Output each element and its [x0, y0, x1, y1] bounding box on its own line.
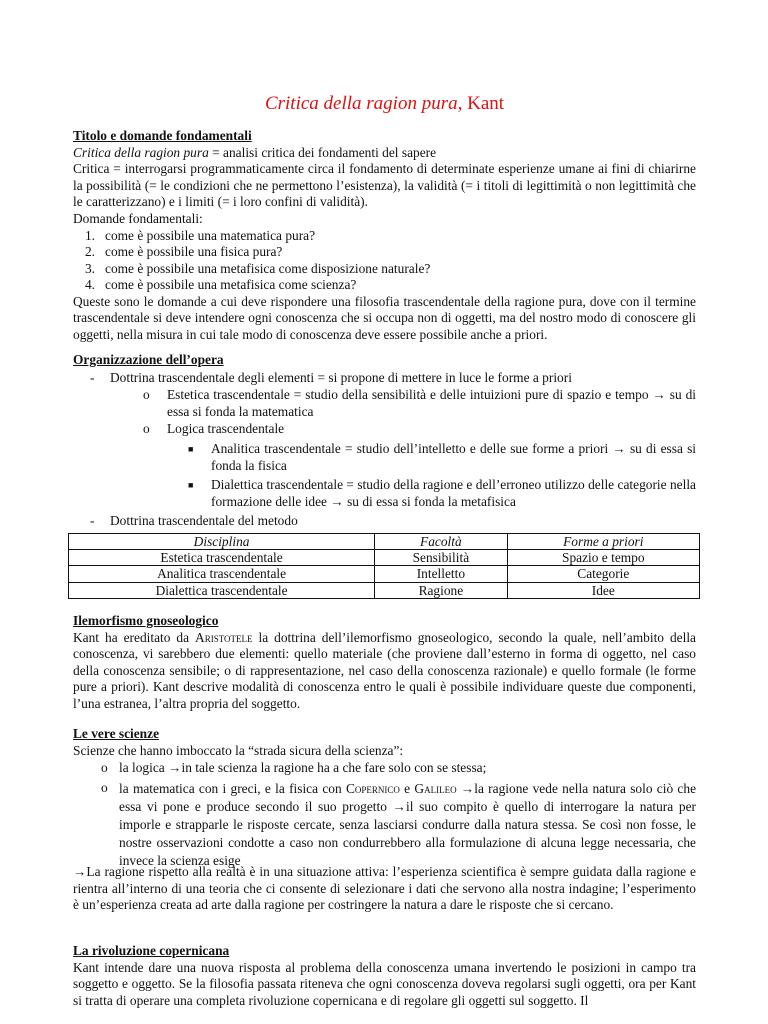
table-header: Facoltà — [375, 534, 507, 550]
title-author: , Kant — [457, 93, 505, 114]
section-intro: Scienze che hanno imboccato la “strada sicura della scienza”: — [73, 742, 404, 758]
square-bullet: ■ — [188, 444, 194, 454]
definition-line — [73, 145, 696, 162]
list-number: 4. — [84, 277, 95, 293]
paragraph: Kant ha ereditato da Aristotele la dottrina dell’ilemorfismo gnoseologico, secondo la quale, nell’ambito della conoscenza, vi sarebbero due elementi: quello materiale (che proviene dall’esterno in forma di oggetto, nel caso della conoscenza sensibile; o di rappresentazione, nel caso della conoscenza razionale) e quello formale (le forme pure a priori). Kant descrive modalità di conoscenza entro le quali è possibile individuare queste due componenti, l’una estranea, l’altra propria del soggetto. — [73, 629, 696, 711]
list-number: 1. — [84, 227, 95, 243]
section-heading: Organizzazione dell’opera — [73, 352, 224, 367]
table-row — [69, 566, 700, 582]
name-aristotele: Aristotele — [195, 629, 253, 645]
table-cell: Dialettica trascendentale — [69, 582, 375, 598]
square-bullet: ■ — [188, 480, 194, 490]
section-heading: Ilemorfismo gnoseologico — [73, 613, 219, 628]
table-header-row — [69, 534, 700, 550]
paragraph: →La ragione rispetto alla realtà è in una situazione attiva: l’esperienza scientifica è sempre guidata dalla ragione e rientra all’interno di una teoria che ci consente di selezionare i dati che servono alla nostra indagine; l’esperimento è un’esperienza creata ad arte dalla ragione per costringere la natura a dare le risposte che si cercano. — [73, 864, 696, 913]
list-item: o la matematica con i greci, e la fisica con Copernico e Galileo →la ragione vede nella natura solo ciò che essa vi pone e produce secondo il suo progetto →il suo compito è quello di interrogare la natura per imporle e strapparle le risposte cercate, senza lasciarsi condurre dalla natura stessa. Se così non fosse, le nostre osservazioni condotte a caso non condurrebbero alla formulazione di alcuna legge necessaria, che invece la scienza esige — [101, 780, 697, 868]
table-header: Forme a priori — [507, 534, 699, 550]
summary-table — [68, 533, 700, 599]
circle-bullet: o — [101, 780, 108, 795]
table-cell: Analitica trascendentale — [69, 566, 375, 582]
section-heading: Titolo e domande fondamentali — [73, 128, 252, 143]
list-item: o la logica →in tale scienza la ragione ha a che fare solo con se stessa; — [101, 760, 487, 775]
table-row — [69, 582, 700, 598]
section-rivoluzione — [73, 943, 696, 1009]
section-ilemorfismo — [73, 613, 696, 713]
questions-list — [73, 228, 696, 294]
list-number: 2. — [84, 244, 95, 260]
list-item: come è possibile una metafisica come scienza? — [105, 277, 357, 293]
name-copernico: Copernico — [345, 781, 400, 796]
list-item: ■ Dialettica trascendentale = studio della ragione e dell’erroneo utilizzo delle categorie nella formazione delle idee → su di essa si fonda la metafisica — [188, 477, 696, 509]
paragraph: Queste sono le domande a cui deve rispondere una filosofia trascendentale della ragione pura, dove con il termine trascendentale si deve intendere ogni conoscenza che si occupa non di oggetti, ma del nostro modo di conoscere gli oggetti, nella misura in cui tale modo di conoscenza deve essere possibile anche a priori. — [73, 293, 696, 342]
list-item: ■ Analitica trascendentale = studio dell’intelletto e delle sue forme a priori → su di essa si fonda la fisica — [188, 441, 696, 473]
table-cell: Categorie — [507, 566, 699, 582]
questions-intro: Domande fondamentali: — [73, 210, 203, 226]
definition-term: Critica della ragion pura — [73, 144, 209, 160]
title-work: Critica della ragion pura — [264, 93, 458, 114]
list-item: - Dottrina trascendentale degli elementi = si propone di mettere in luce le forme a priori — [90, 370, 572, 385]
section-heading: La rivoluzione copernicana — [73, 943, 230, 958]
table-cell: Intelletto — [375, 566, 507, 582]
circle-bullet: o — [143, 387, 150, 402]
dash-bullet: - — [90, 513, 95, 528]
section-organizzazione — [73, 352, 696, 369]
list-number: 3. — [84, 260, 95, 276]
table-cell: Ragione — [375, 582, 507, 598]
paragraph: Kant intende dare una nuova risposta al problema della conoscenza umana invertendo le posizioni in campo tra soggetto e oggetto. Se la filosofia passata riteneva che ogni conoscenza doveva regolarsi sugli oggetti, ora per Kant si tratta di operare una completa rivoluzione copernicana e di regolare gli oggetti sul soggetto. Il — [73, 959, 696, 1008]
table-cell: Spazio e tempo — [507, 550, 699, 566]
list-item: come è possibile una fisica pura? — [105, 244, 283, 260]
table-row — [69, 550, 700, 566]
section-vere-scienze — [73, 726, 696, 759]
circle-bullet: o — [143, 421, 150, 436]
list-item: o Logica trascendentale — [143, 421, 285, 436]
dash-bullet: - — [90, 370, 95, 385]
section-heading: Le vere scienze — [73, 726, 160, 741]
list-item: come è possibile una metafisica come disposizione naturale? — [105, 260, 431, 276]
paragraph: Critica = interrogarsi programmaticamente circa il fondamento di determinate esperienze umane ai fini di chiarirne la possibilità (= le condizioni che ne permettono l’esistenza), la validità (= i titoli di legittimità o non legittimità che le caratterizzano) e i limiti (= i loro confini di validità). — [73, 161, 696, 210]
list-item: - Dottrina trascendentale del metodo — [90, 513, 298, 528]
table-cell: Estetica trascendentale — [69, 550, 375, 566]
table-cell: Idee — [507, 582, 699, 598]
definition-text: = analisi critica dei fondamenti del sapere — [208, 144, 437, 160]
name-galileo: Galileo — [414, 781, 457, 796]
table-cell: Sensibilità — [375, 550, 507, 566]
table-header: Disciplina — [69, 534, 375, 550]
document-title — [73, 93, 696, 115]
list-item: come è possibile una matematica pura? — [105, 227, 316, 243]
list-item: o Estetica trascendentale = studio della sensibilità e delle intuizioni pure di spazio e tempo → su di essa si fonda la matematica — [143, 387, 696, 419]
section-titolo — [73, 128, 696, 343]
circle-bullet: o — [101, 760, 108, 775]
